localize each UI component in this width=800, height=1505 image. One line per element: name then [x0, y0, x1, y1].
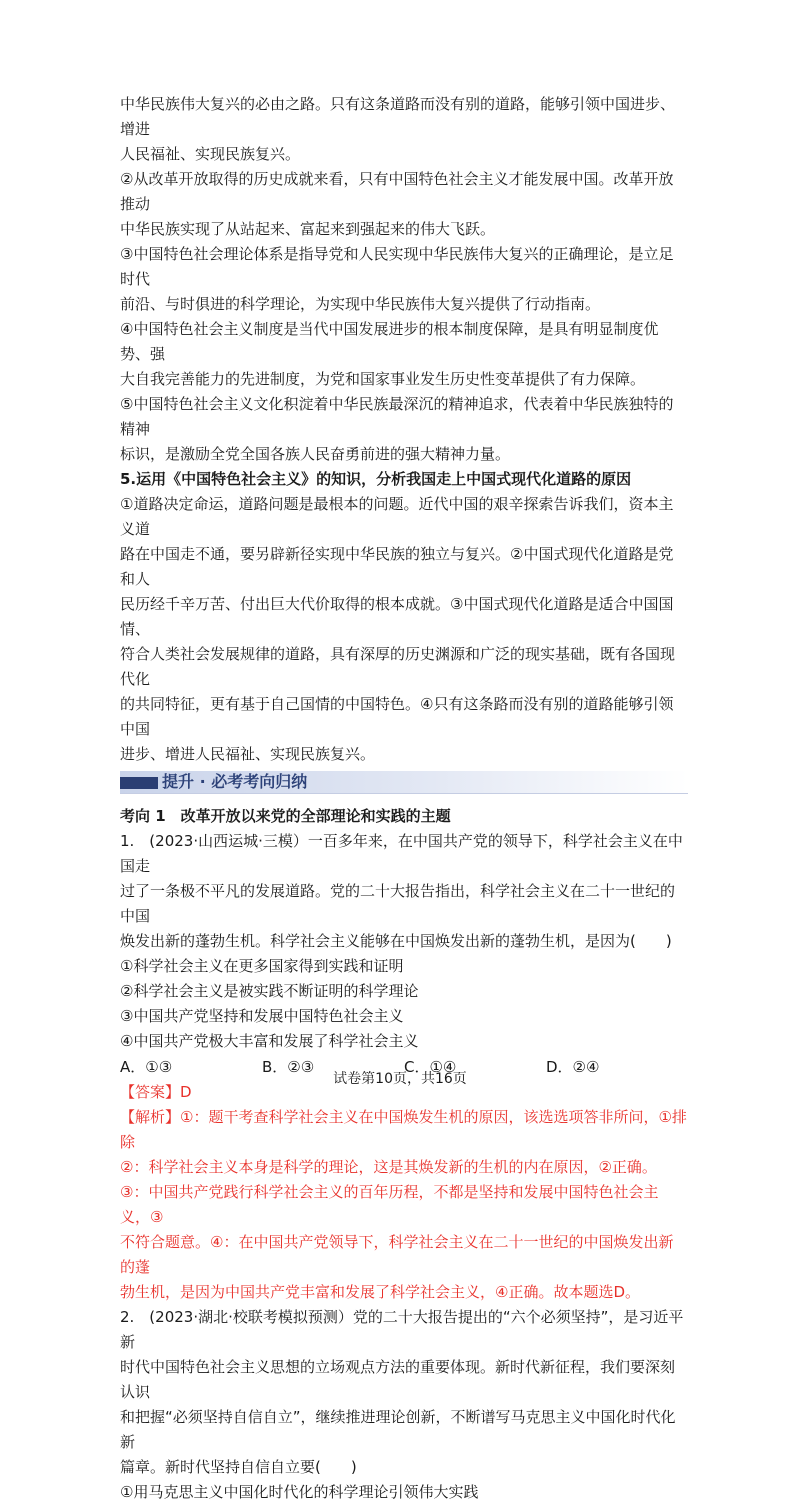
- q5-line: 路在中国走不通，要另辟新径实现中华民族的独立与复兴。②中国式现代化道路是党和人: [120, 545, 674, 588]
- q5-line: 进步、增进人民福祉、实现民族复兴。: [120, 745, 376, 763]
- q1-statement: ②科学社会主义是被实践不断证明的科学理论: [120, 982, 419, 1000]
- section-title: 提升 · 必考考向归纳: [162, 772, 308, 791]
- q1-analysis-line: ③：中国共产党践行科学社会主义的百年历程，不都是坚持和发展中国特色社会主义，③: [120, 1183, 659, 1226]
- q1-analysis-line: ②：科学社会主义本身是科学的理论，这是其焕发新的生机的内在原因，②正确。: [120, 1158, 657, 1176]
- option-a: A．①③: [120, 1058, 173, 1076]
- q5-line: ①道路决定命运，道路问题是最根本的问题。近代中国的艰辛探索告诉我们，资本主义道: [120, 495, 674, 538]
- intro-line: ②从改革开放取得的历史成就来看，只有中国特色社会主义才能发展中国。改革开放推动: [120, 170, 674, 213]
- intro-line: 前沿、与时俱进的科学理论，为实现中华民族伟大复兴提供了行动指南。: [120, 295, 601, 313]
- section-header: [120, 771, 688, 794]
- q1-analysis-line: 不符合题意。④：在中国共产党领导下，科学社会主义在二十一世纪的中国焕发出新的蓬: [120, 1233, 674, 1276]
- intro-line: ⑤中国特色社会主义文化积淀着中华民族最深沉的精神追求，代表着中华民族独特的精神: [120, 395, 674, 438]
- document-body: [120, 92, 688, 1505]
- option-b: B．②③: [262, 1058, 315, 1076]
- q2-line: 和把握“必须坚持自信自立”，继续推进理论创新，不断谱写马克思主义中国化时代化新: [120, 1408, 676, 1451]
- q1-statement: ④中国共产党极大丰富和发展了科学社会主义: [120, 1032, 419, 1050]
- q1-answer: 【答案】D: [120, 1083, 192, 1101]
- q2-line: 2. (2023·湖北·校联考模拟预测）党的二十大报告提出的“六个必须坚持”，是习近平新: [120, 1308, 684, 1351]
- q5-line: 民历经千辛万苦、付出巨大代价取得的根本成就。③中国式现代化道路是适合中国国情、: [120, 595, 674, 638]
- q5-line: 的共同特征，更有基于自己国情的中国特色。④只有这条路而没有别的道路能够引领中国: [120, 695, 674, 738]
- q1-statement: ①科学社会主义在更多国家得到实践和证明: [120, 957, 404, 975]
- option-d: D．②④: [546, 1058, 600, 1076]
- q1-line: 1. (2023·山西运城·三模）一百多年来，在中国共产党的领导下，科学社会主义在中国走: [120, 832, 683, 875]
- intro-line: 中华民族伟大复兴的必由之路。只有这条道路而没有别的道路，能够引领中国进步、增进: [120, 95, 676, 138]
- q2-line: 篇章。新时代坚持自信自立要( ): [120, 1458, 357, 1476]
- intro-line: 大自我完善能力的先进制度，为党和国家事业发生历史性变革提供了有力保障。: [120, 370, 646, 388]
- intro-line: 中华民族实现了从站起来、富起来到强起来的伟大飞跃。: [120, 220, 496, 238]
- question-5-title: 5.运用《中国特色社会主义》的知识，分析我国走上中国式现代化道路的原因: [120, 470, 632, 488]
- q1-line: 过了一条极不平凡的发展道路。党的二十大报告指出，科学社会主义在二十一世纪的中国: [120, 882, 676, 925]
- intro-line: ④中国特色社会主义制度是当代中国发展进步的根本制度保障，是具有明显制度优势、强: [120, 320, 659, 363]
- q1-line: 焕发出新的蓬勃生机。科学社会主义能够在中国焕发出新的蓬勃生机，是因为( ): [120, 932, 672, 950]
- q2-line: 时代中国特色社会主义思想的立场观点方法的重要体现。新时代新征程，我们要深刻认识: [120, 1358, 676, 1401]
- option-c: C．①④: [404, 1058, 457, 1076]
- q5-line: 符合人类社会发展规律的道路，具有深厚的历史渊源和广泛的现实基础，既有各国现代化: [120, 645, 676, 688]
- q1-statement: ③中国共产党坚持和发展中国特色社会主义: [120, 1007, 404, 1025]
- intro-line: 标识，是激励全党全国各族人民奋勇前进的强大精神力量。: [120, 445, 511, 463]
- section-bar-mark: [120, 777, 158, 789]
- intro-line: ③中国特色社会理论体系是指导党和人民实现中华民族伟大复兴的正确理论，是立足时代: [120, 245, 674, 288]
- q1-analysis-line: 【解析】①：题干考查科学社会主义在中国焕发生机的原因，该选选项答非所问，①排除: [120, 1108, 687, 1151]
- q1-analysis-line: 勃生机，是因为中国共产党丰富和发展了科学社会主义，④正确。故本题选D。: [120, 1283, 641, 1301]
- page-footer: 试卷第10页，共16页: [333, 1071, 467, 1087]
- intro-line: 人民福祉、实现民族复兴。: [120, 145, 301, 163]
- kaoxiang-title: 考向 1 改革开放以来党的全部理论和实践的主题: [120, 807, 451, 825]
- q2-line: ①用马克思主义中国化时代化的科学理论引领伟大实践: [120, 1483, 479, 1501]
